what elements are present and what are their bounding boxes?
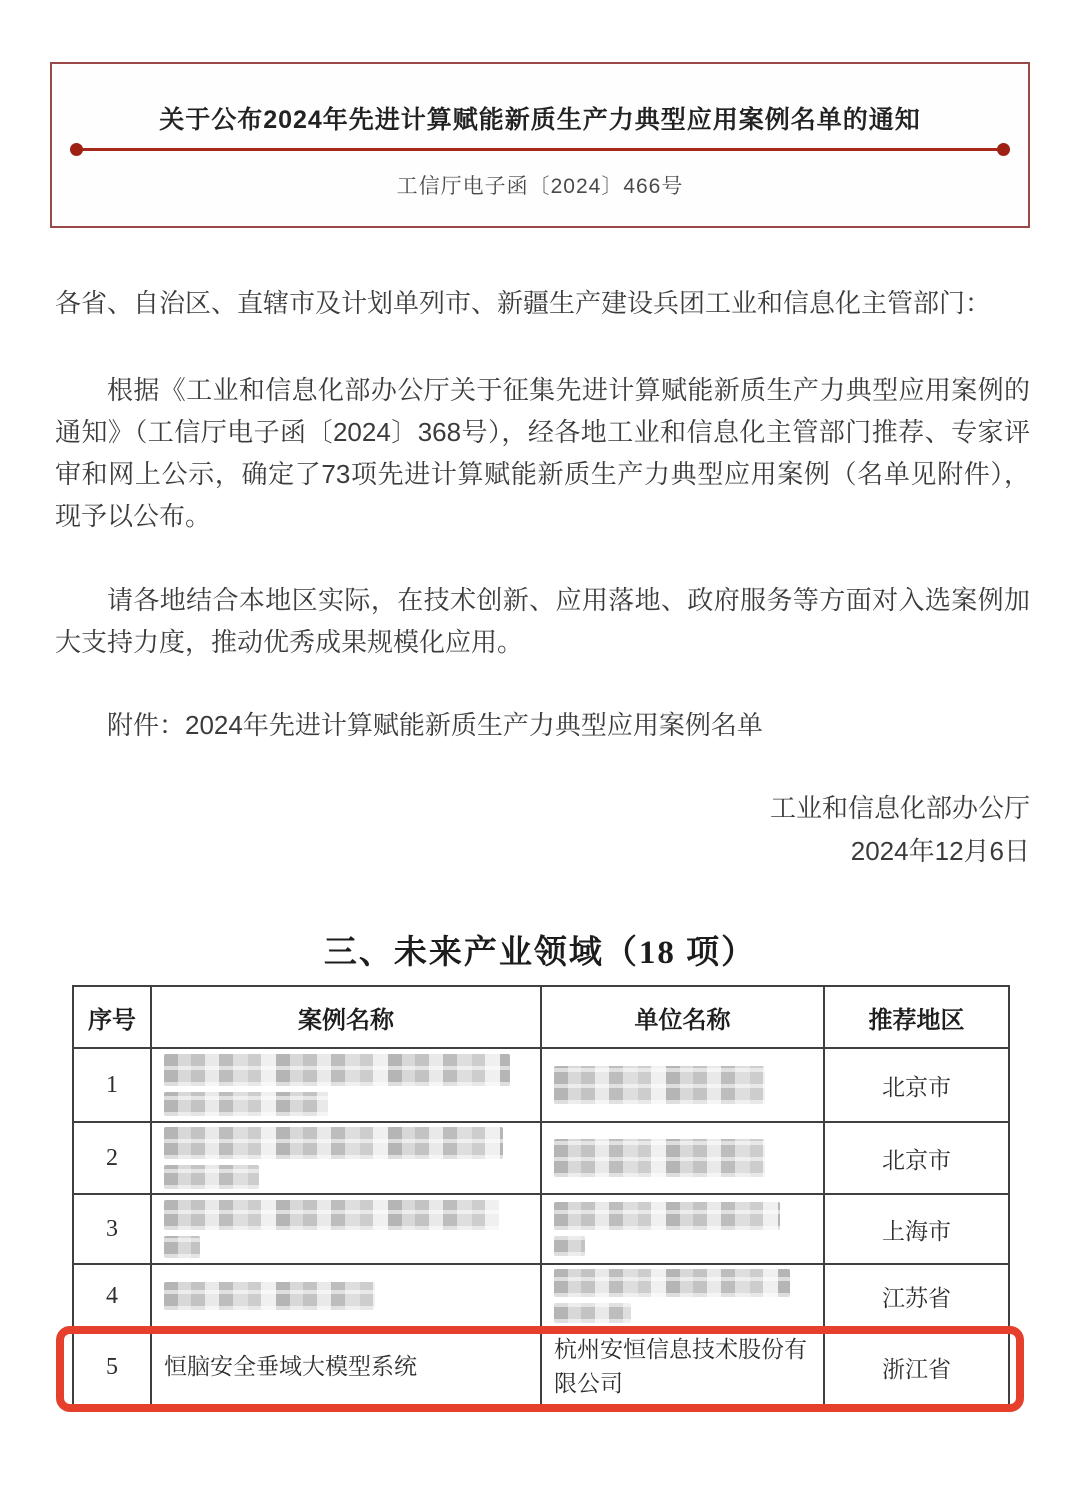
case-name-cell <box>151 1194 541 1264</box>
case-name-cell <box>151 1048 541 1122</box>
redacted-text-block <box>554 1202 780 1230</box>
table-row <box>73 1048 1009 1122</box>
unit-name-cell-content <box>542 1195 823 1263</box>
redacted-text-block <box>554 1139 765 1177</box>
unit-name-cell <box>541 1122 824 1194</box>
table-header-row <box>73 986 1009 1048</box>
unit-name-cell-content <box>542 1329 823 1405</box>
notice-title: 关于公布2024年先进计算赋能新质生产力典型应用案例名单的通知 <box>159 106 921 134</box>
row-number-cell: 4 <box>73 1264 151 1328</box>
unit-name-cell <box>541 1328 824 1406</box>
case-name-cell <box>151 1328 541 1406</box>
body-paragraph-2: 请各地结合本地区实际，在技术创新、应用落地、政府服务等方面对入选案例加大支持力度，推动优秀成果规模化应用。 <box>55 585 1030 657</box>
unit-name-cell-content <box>542 1049 823 1121</box>
column-header-no: 序号 <box>73 986 151 1048</box>
unit-name-cell <box>541 1264 824 1328</box>
redacted-text-block <box>164 1127 503 1159</box>
region-cell: 上海市 <box>824 1194 1009 1264</box>
attachment-line: 附件：2024年先进计算赋能新质生产力典型应用案例名单 <box>107 710 763 740</box>
redacted-text-block <box>554 1236 585 1256</box>
region-cell: 浙江省 <box>824 1328 1009 1406</box>
case-name-cell-content <box>152 1049 540 1121</box>
case-name-cell <box>151 1264 541 1328</box>
cases-table <box>72 985 1010 1407</box>
redacted-text-block <box>164 1282 375 1310</box>
column-header-region: 推荐地区 <box>824 986 1009 1048</box>
unit-name-cell-content <box>542 1123 823 1193</box>
body-paragraph-1: 根据《工业和信息化部办公厅关于征集先进计算赋能新质生产力典型应用案例的通知》（工信厅电子函〔2024〕368号），经各地工业和信息化主管部门推荐、专家评审和网上公示，确定了73项先进计算赋能新质生产力典型应用案例（名单见附件），现予以公布。 <box>55 375 1030 531</box>
document-number: 工信厅电子函〔2024〕466号 <box>396 175 684 198</box>
case-name-cell-content <box>152 1329 540 1405</box>
table-row <box>73 1328 1009 1406</box>
table-row <box>73 1264 1009 1328</box>
section-title: 三、未来产业领域（18 项） <box>323 935 757 971</box>
unit-name-cell <box>541 1194 824 1264</box>
redacted-text-block <box>554 1269 790 1297</box>
title-divider-line <box>74 148 1006 151</box>
salutation: 各省、自治区、直辖市及计划单列市、新疆生产建设兵团工业和信息化主管部门： <box>55 288 992 318</box>
redacted-text-block <box>164 1165 259 1189</box>
redacted-text-block <box>164 1092 328 1116</box>
case-name-cell-content <box>152 1265 540 1327</box>
case-name-cell-content <box>152 1123 540 1193</box>
case-name-cell-text: 恒脑安全垂域大模型系统 <box>164 1354 417 1379</box>
issue-date: 2024年12月6日 <box>850 836 1030 866</box>
unit-name-cell-content <box>542 1265 823 1327</box>
notice-header-box <box>50 62 1030 228</box>
row-number-cell: 1 <box>73 1048 151 1122</box>
region-cell: 北京市 <box>824 1122 1009 1194</box>
row-number-cell: 5 <box>73 1328 151 1406</box>
region-cell: 北京市 <box>824 1048 1009 1122</box>
redacted-text-block <box>164 1236 200 1258</box>
issuing-office: 工业和信息化部办公厅 <box>769 793 1030 823</box>
row-number-cell: 2 <box>73 1122 151 1194</box>
redacted-text-block <box>554 1066 765 1104</box>
redacted-text-block <box>554 1303 631 1323</box>
case-name-cell-content <box>152 1195 540 1263</box>
column-header-case: 案例名称 <box>151 986 541 1048</box>
region-cell: 江苏省 <box>824 1264 1009 1328</box>
redacted-text-block <box>164 1054 510 1086</box>
column-header-unit: 单位名称 <box>541 986 824 1048</box>
unit-name-cell-text: 杭州安恒信息技术股份有限公司 <box>554 1337 807 1396</box>
case-name-cell <box>151 1122 541 1194</box>
unit-name-cell <box>541 1048 824 1122</box>
row-number-cell: 3 <box>73 1194 151 1264</box>
table-row <box>73 1194 1009 1264</box>
table-row <box>73 1122 1009 1194</box>
redacted-text-block <box>164 1200 499 1230</box>
